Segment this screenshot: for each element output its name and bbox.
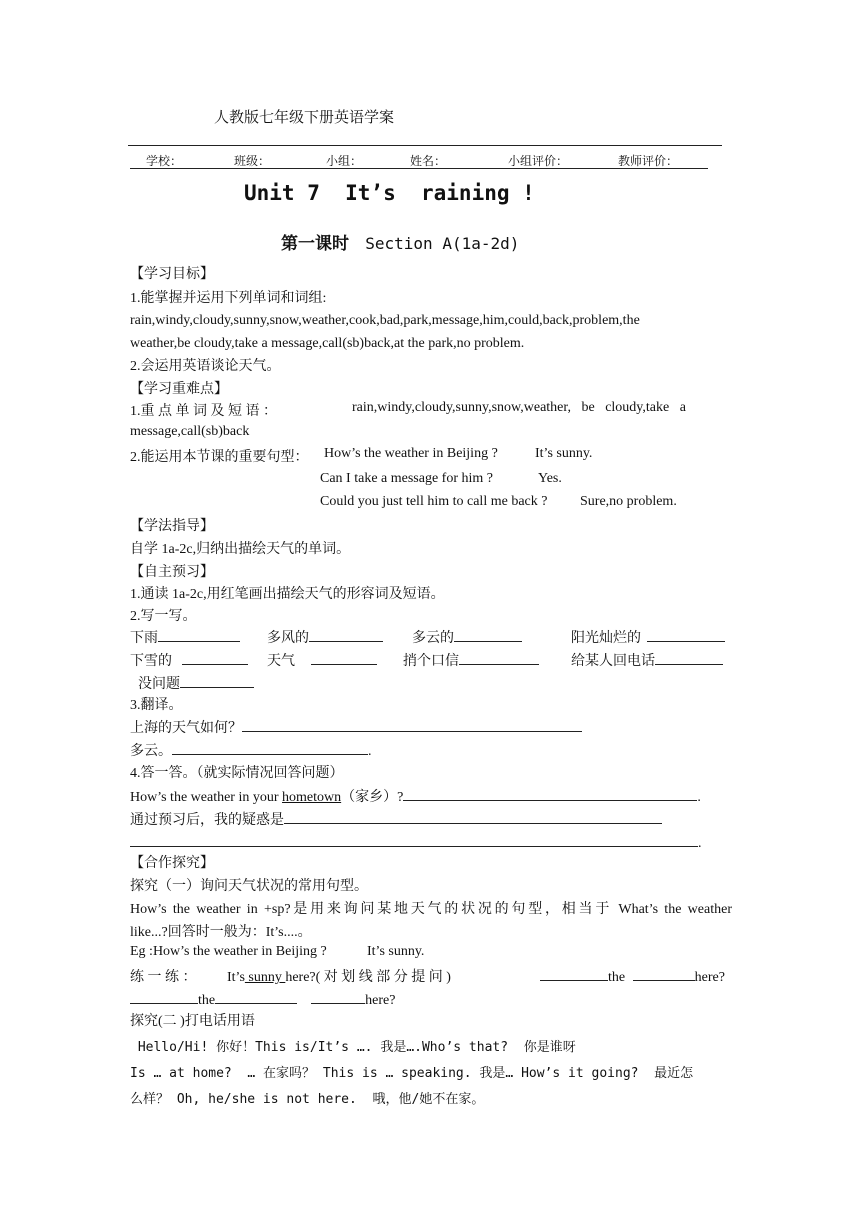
method-heading: 【学法指导】 — [130, 519, 214, 534]
answer-blank[interactable] — [284, 809, 662, 824]
vocab-cell — [130, 627, 240, 647]
vocab-label: 下雨 — [130, 631, 158, 646]
keypoints-item1-label: 1.重 点 单 词 及 短 语 ： — [130, 404, 277, 419]
answer-blank[interactable] — [182, 650, 248, 665]
preview-item3: 3.翻译。 — [130, 698, 183, 713]
example-question: Eg :How’s the weather in Beijing ? — [130, 944, 327, 959]
header-rule — [128, 145, 722, 146]
sentence1-question: How’s the weather in Beijing ? — [324, 446, 498, 461]
explore-part1-line1: How’s the weather in +sp?是用来询问某地天气的状况的句型，相当于 What’s the weather — [130, 902, 732, 917]
vocab-label: 阳光灿烂的 — [571, 631, 641, 646]
vocab-label: 没问题 — [138, 677, 180, 692]
name-field: 姓名： — [410, 154, 447, 168]
preview-item4: 4.答一答。（就实际情况回答问题） — [130, 766, 344, 781]
answer-blank[interactable] — [130, 989, 198, 1004]
practice-answer-row1 — [540, 966, 725, 986]
translate-line1 — [130, 717, 582, 737]
vocab-label: 多云的 — [412, 631, 454, 646]
vocab-label: 天气 — [267, 654, 295, 669]
lesson-title — [281, 229, 519, 254]
phone-phrases-line2: Is … at home? … 在家吗？ This is … speaking. 我是… How’s it going? 最近怎 — [130, 1066, 694, 1081]
class-field: 班级： — [234, 154, 271, 168]
student-info-line — [130, 152, 708, 169]
explore-part1-line2: like...?回答时一般为：It’s....。 — [130, 925, 312, 940]
answer-blank[interactable] — [130, 832, 698, 847]
preview-heading: 【自主预习】 — [130, 565, 214, 580]
answer-blank[interactable] — [647, 627, 725, 642]
question-text: How’s the weather in your — [130, 790, 283, 805]
teacher-eval-field: 教师评价： — [618, 154, 679, 168]
word-here: here? — [694, 970, 725, 985]
explore-part1-title: 探究（一）询问天气状况的常用句型。 — [130, 879, 368, 894]
goals-item2: 2.会运用英语谈论天气。 — [130, 359, 281, 374]
practice-answer-row2 — [130, 989, 395, 1009]
sentence3-question: Could you just tell him to call me back ? — [320, 494, 548, 509]
answer-blank[interactable] — [311, 650, 377, 665]
goals-words-line2: weather,be cloudy,take a message,call(sb)back,at the park,no problem. — [130, 336, 525, 351]
vocab-label: 给某人回电话 — [571, 654, 655, 669]
answer-blank[interactable] — [172, 740, 368, 755]
answer-blank[interactable] — [403, 786, 697, 801]
word-the: the — [608, 970, 626, 985]
word-here: here? — [365, 993, 396, 1008]
underlined-word: sunny — [244, 970, 286, 985]
doubt-line — [130, 809, 662, 829]
doubt-line-2: . — [130, 832, 702, 852]
practice-label: 练 一 练 ： — [130, 970, 197, 985]
hometown-word: hometown — [282, 790, 342, 805]
answer-blank[interactable] — [158, 627, 240, 642]
answer-blank[interactable] — [655, 650, 723, 665]
question-text: （家乡）? — [341, 790, 404, 805]
group-eval-field: 小组评价： — [508, 154, 569, 168]
answer-blank[interactable] — [180, 673, 254, 688]
vocab-label: 捎个口信 — [403, 654, 459, 669]
sentence2-question: Can I take a message for him ? — [320, 471, 493, 486]
phone-phrases-line3: 么样？ Oh, he/she is not here. 哦，他/她不在家。 — [130, 1092, 485, 1107]
practice-text: here?( 对 划 线 部 分 提 问 ) — [285, 970, 451, 985]
book-title: 人教版七年级下册英语学案 — [214, 110, 395, 126]
translate-prompt: 上海的天气如何？ — [130, 721, 242, 736]
translate-line2: 多云。 . — [130, 740, 372, 760]
vocab-label: 下雪的 — [130, 654, 172, 669]
keypoints-item1-words: rain,windy,cloudy,sunny,snow,weather, be cloudy,take a — [352, 400, 686, 415]
vocab-cell — [571, 627, 725, 647]
phone-phrases-line1: Hello/Hi! 你好！This is/It’s …. 我是….Who’s that? 你是谁呀 — [130, 1040, 576, 1055]
school-field: 学校： — [146, 154, 183, 168]
hometown-question: How’s the weather in your hometown（家乡）? . — [130, 786, 701, 806]
preview-item2: 2.写一写。 — [130, 609, 197, 624]
preview-item1: 1.通读 1a-2c,用红笔画出描绘天气的形容词及短语。 — [130, 587, 445, 602]
lesson-section: Section A(1a-2d) — [365, 234, 520, 253]
sentence3-answer: Sure,no problem. — [580, 494, 677, 509]
example-answer: It’s sunny. — [367, 944, 425, 959]
sentence2-answer: Yes. — [538, 471, 562, 486]
vocab-cell — [130, 650, 248, 670]
vocab-cell — [571, 650, 723, 670]
goals-heading: 【学习目标】 — [130, 267, 214, 282]
keypoints-item1-cont: message,call(sb)back — [130, 424, 250, 439]
translate-prompt: 多云。 — [130, 744, 172, 759]
unit-title: Unit 7 It’s raining ! — [244, 181, 535, 205]
group-field: 小组： — [326, 154, 363, 168]
doubt-label: 通过预习后，我的疑惑是 — [130, 813, 284, 828]
explore-heading: 【合作探究】 — [130, 856, 214, 871]
practice-sentence — [227, 966, 451, 986]
vocab-cell — [267, 650, 377, 670]
vocab-cell — [412, 627, 522, 647]
answer-blank[interactable] — [311, 989, 365, 1004]
vocab-cell — [267, 627, 383, 647]
method-text: 自学 1a-2c,归纳出描绘天气的单词。 — [130, 542, 351, 557]
practice-text: It’s — [227, 970, 245, 985]
answer-blank[interactable] — [633, 966, 695, 981]
answer-blank[interactable] — [540, 966, 608, 981]
explore-part2-title: 探究(二 )打电话用语 — [130, 1014, 255, 1029]
answer-blank[interactable] — [454, 627, 522, 642]
word-the: the — [198, 993, 216, 1008]
answer-blank[interactable] — [309, 627, 383, 642]
answer-blank[interactable] — [459, 650, 539, 665]
answer-blank[interactable] — [242, 717, 582, 732]
answer-blank[interactable] — [215, 989, 297, 1004]
keypoints-heading: 【学习重难点】 — [130, 382, 228, 397]
lesson-number: 第一课时 — [281, 234, 349, 254]
goals-words-line1: rain,windy,cloudy,sunny,snow,weather,cook,bad,park,message,him,could,back,problem,the — [130, 313, 640, 328]
keypoints-item2-label: 2.能运用本节课的重要句型： — [130, 450, 309, 465]
goals-item1: 1.能掌握并运用下列单词和词组: — [130, 291, 327, 306]
vocab-cell — [403, 650, 539, 670]
sentence1-answer: It’s sunny. — [535, 446, 593, 461]
vocab-cell — [138, 673, 254, 693]
vocab-label: 多风的 — [267, 631, 309, 646]
